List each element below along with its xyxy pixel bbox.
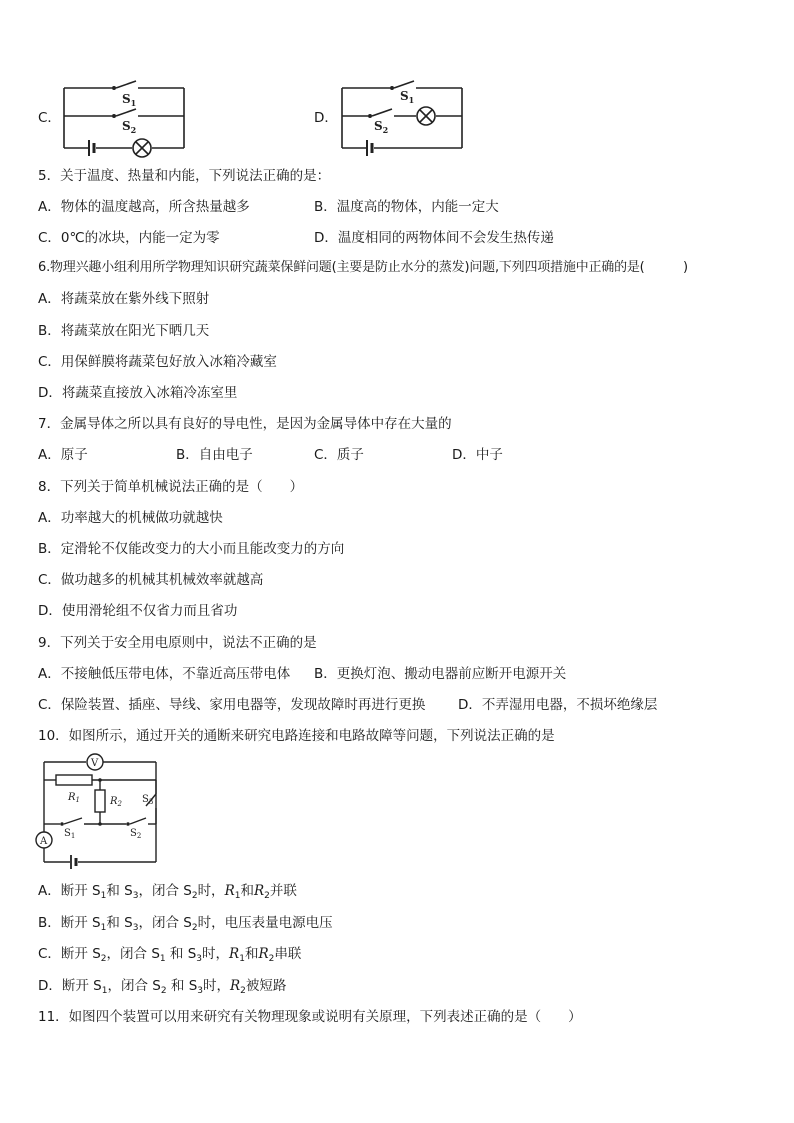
question-8-stem: 8．下列关于简单机械说法正确的是（ ） bbox=[38, 479, 304, 495]
question-7-option-d: D．中子 bbox=[452, 447, 503, 463]
question-7-option-b: B．自由电子 bbox=[176, 447, 253, 463]
question-6-option-d: D．将蔬菜直接放入冰箱冷冻室里 bbox=[38, 385, 238, 401]
question-6-option-b: B．将蔬菜放在阳光下晒几天 bbox=[38, 323, 210, 339]
svg-text:S1 bbox=[400, 89, 414, 105]
svg-text:R2 bbox=[109, 796, 123, 808]
question-6-option-c: C．用保鲜膜将蔬菜包好放入冰箱冷藏室 bbox=[38, 354, 277, 370]
svg-text:S2 bbox=[122, 119, 136, 135]
question-7-option-c: C．质子 bbox=[314, 447, 364, 463]
resistor-r2-label: R bbox=[110, 796, 118, 807]
switch-s2-subscript: 2 bbox=[382, 125, 389, 135]
question-8-option-d: D．使用滑轮组不仅省力而且省功 bbox=[38, 603, 238, 619]
question-5-option-b: B．温度高的物体，内能一定大 bbox=[314, 199, 499, 215]
voltmeter-label: V bbox=[91, 758, 99, 769]
option-d-label: D． bbox=[314, 110, 338, 126]
switch-s3-label: S bbox=[142, 794, 149, 805]
question-8-option-a: A．功率越大的机械做功就越快 bbox=[38, 510, 223, 526]
question-6-stem: 6.物理兴趣小组利用所学物理知识研究蔬菜保鲜问题(主要是防止水分的蒸发)问题,下列四项措施中正确的是( ) bbox=[38, 260, 688, 275]
circuit-diagram-q10 bbox=[34, 752, 164, 870]
switch-s1-subscript: 1 bbox=[408, 95, 415, 105]
question-9-stem: 9．下列关于安全用电原则中，说法不正确的是 bbox=[38, 635, 317, 651]
question-8-option-b: B．定滑轮不仅能改变力的大小而且能改变力的方向 bbox=[38, 541, 345, 557]
resistor-r1-subscript: 1 bbox=[75, 796, 80, 804]
question-7-option-a: A．原子 bbox=[38, 447, 88, 463]
switch-s1-label: S bbox=[64, 828, 71, 839]
question-5-option-a: A．物体的温度越高，所含热量越多 bbox=[38, 199, 250, 215]
circuit-diagram-d bbox=[338, 80, 468, 160]
resistor-r2-subscript: 2 bbox=[117, 800, 122, 808]
question-10-option-c: C．断开 $S_2$，闭合 $S_1$ 和 $S_3$时，$R_1$和$R_2$串联 bbox=[38, 946, 302, 964]
question-9-option-b: B．更换灯泡、搬动电器前应断开电源开关 bbox=[314, 666, 567, 682]
question-10-option-b: B．断开 $S_1$和 $S_3$，闭合 $S_2$时，电压表量电源电压 bbox=[38, 915, 333, 933]
svg-text:S1 bbox=[122, 92, 136, 108]
svg-text:R1 bbox=[67, 792, 80, 804]
question-8-option-c: C．做功越多的机械其机械效率就越高 bbox=[38, 572, 264, 588]
question-5-stem: 5．关于温度、热量和内能，下列说法正确的是： bbox=[38, 168, 331, 184]
question-10-option-d: D．断开 $S_1$，闭合 $S_2$ 和 $S_3$时，$R_2$被短路 bbox=[38, 978, 287, 996]
question-9-option-a: A．不接触低压带电体，不靠近高压带电体 bbox=[38, 666, 291, 682]
option-c-label: C． bbox=[38, 110, 61, 126]
question-7-stem: 7．金属导体之所以具有良好的导电性，是因为金属导体中存在大量的 bbox=[38, 416, 452, 432]
question-11-stem: 11．如图四个装置可以用来研究有关物理现象或说明有关原理，下列表述正确的是（ ） bbox=[38, 1009, 582, 1025]
question-5-option-c: C．0℃的冰块，内能一定为零 bbox=[38, 230, 220, 246]
switch-s1-subscript: 1 bbox=[130, 98, 137, 108]
switch-s1-label: S bbox=[400, 89, 409, 103]
svg-text:S1 bbox=[64, 828, 75, 840]
ammeter-label: A bbox=[40, 836, 48, 847]
question-6-option-a: A．将蔬菜放在紫外线下照射 bbox=[38, 291, 210, 307]
question-10-option-a: A．断开 $S_1$和 $S_3$，闭合 $S_2$时，$R_1$和$R_2$并联 bbox=[38, 883, 297, 901]
resistor-r1-label: R bbox=[68, 792, 76, 803]
question-9-option-d: D．不弄湿用电器，不损坏绝缘层 bbox=[458, 697, 658, 713]
switch-s2-label: S bbox=[374, 119, 383, 133]
switch-s1-label: S bbox=[122, 92, 131, 106]
circuit-diagram-c bbox=[60, 80, 190, 160]
switch-s2-subscript: 2 bbox=[136, 832, 142, 840]
svg-text:S2 bbox=[374, 119, 388, 135]
svg-text:S2 bbox=[130, 828, 141, 840]
switch-s2-subscript: 2 bbox=[130, 125, 137, 135]
switch-s3-subscript: 3 bbox=[148, 798, 154, 806]
switch-s1-subscript: 1 bbox=[70, 832, 76, 840]
switch-s2-label: S bbox=[122, 119, 131, 133]
switch-s2-label: S bbox=[130, 828, 137, 839]
question-9-option-c: C．保险装置、插座、导线、家用电器等，发现故障时再进行更换 bbox=[38, 697, 426, 713]
svg-text:S3 bbox=[142, 794, 153, 806]
question-5-option-d: D．温度相同的两物体间不会发生热传递 bbox=[314, 230, 554, 246]
question-10-stem: 10．如图所示，通过开关的通断来研究电路连接和电路故障等问题，下列说法正确的是 bbox=[38, 728, 555, 744]
